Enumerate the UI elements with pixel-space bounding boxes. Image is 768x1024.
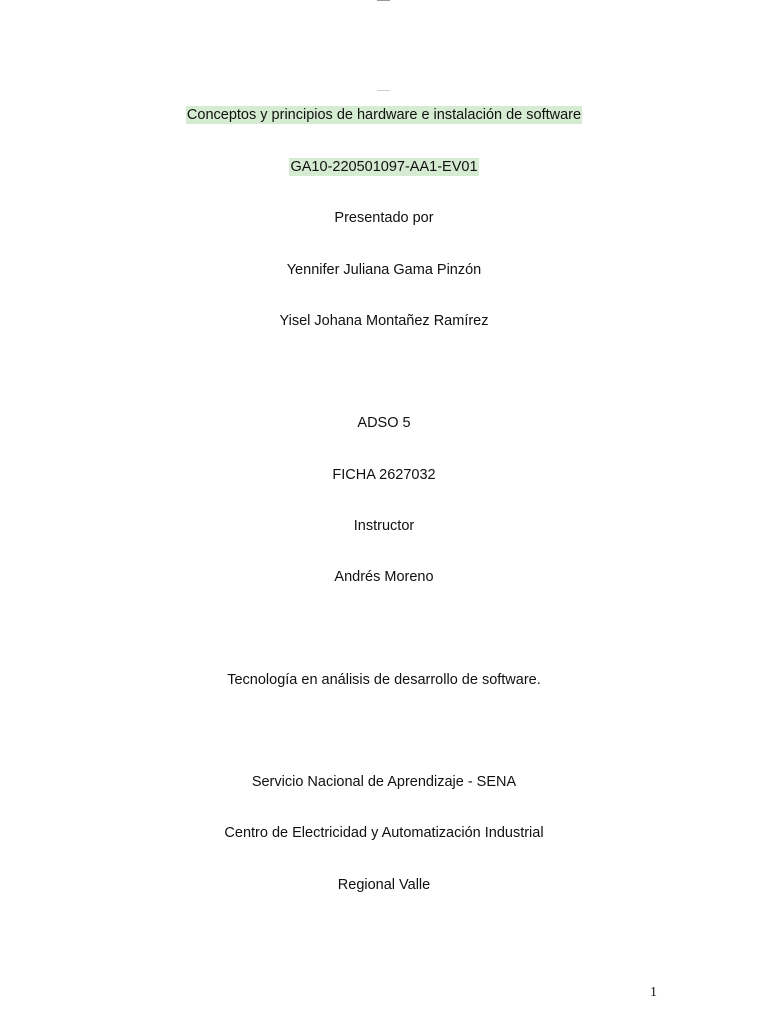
- author-name: Yennifer Juliana Gama Pinzón: [286, 262, 482, 278]
- instructor-name: Andrés Moreno: [334, 569, 434, 585]
- author-name: Yisel Johana Montañez Ramírez: [279, 313, 489, 329]
- program-name: Tecnología en análisis de desarrollo de software.: [227, 672, 541, 688]
- region-name: Regional Valle: [337, 877, 431, 893]
- presented-by-label: Presentado por: [334, 210, 434, 226]
- group-name: ADSO 5: [357, 415, 411, 431]
- institution-name: Servicio Nacional de Aprendizaje - SENA: [251, 774, 517, 790]
- center-name: Centro de Electricidad y Automatización Industrial: [224, 825, 544, 841]
- activity-code: GA10-220501097-AA1-EV01: [290, 159, 478, 175]
- page-number: 1: [650, 985, 657, 1000]
- document-title: Conceptos y principios de hardware e instalación de software: [186, 107, 582, 123]
- instructor-label: Instructor: [353, 518, 415, 534]
- header-rule: [377, 0, 390, 1]
- divider-rule: [377, 90, 390, 91]
- document-title-line: [0, 105, 768, 125]
- ficha-number: FICHA 2627032: [332, 467, 436, 483]
- activity-code-line: [0, 157, 768, 177]
